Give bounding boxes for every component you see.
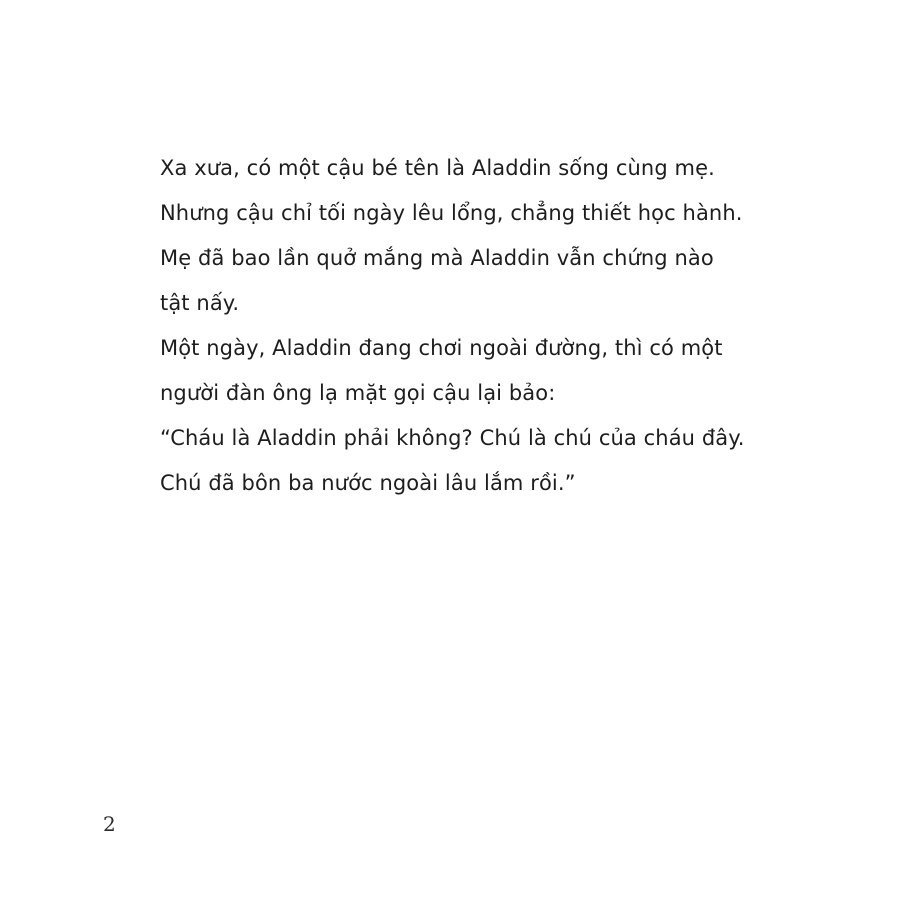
story-line: “Cháu là Aladdin phải không? Chú là chú của cháu đây. bbox=[160, 426, 745, 450]
story-line: tật nấy. bbox=[160, 291, 240, 315]
story-line: Một ngày, Aladdin đang chơi ngoài đường, thì có một bbox=[160, 336, 723, 360]
story-line: Mẹ đã bao lần quở mắng mà Aladdin vẫn chứng nào bbox=[160, 246, 714, 270]
story-text bbox=[160, 146, 800, 506]
story-line: Chú đã bôn ba nước ngoài lâu lắm rồi.” bbox=[160, 471, 576, 495]
page-number: 2 bbox=[103, 812, 116, 836]
story-line: Xa xưa, có một cậu bé tên là Aladdin sống cùng mẹ. bbox=[160, 156, 715, 180]
story-line: người đàn ông lạ mặt gọi cậu lại bảo: bbox=[160, 381, 556, 405]
story-line: Nhưng cậu chỉ tối ngày lêu lổng, chẳng thiết học hành. bbox=[160, 201, 743, 225]
